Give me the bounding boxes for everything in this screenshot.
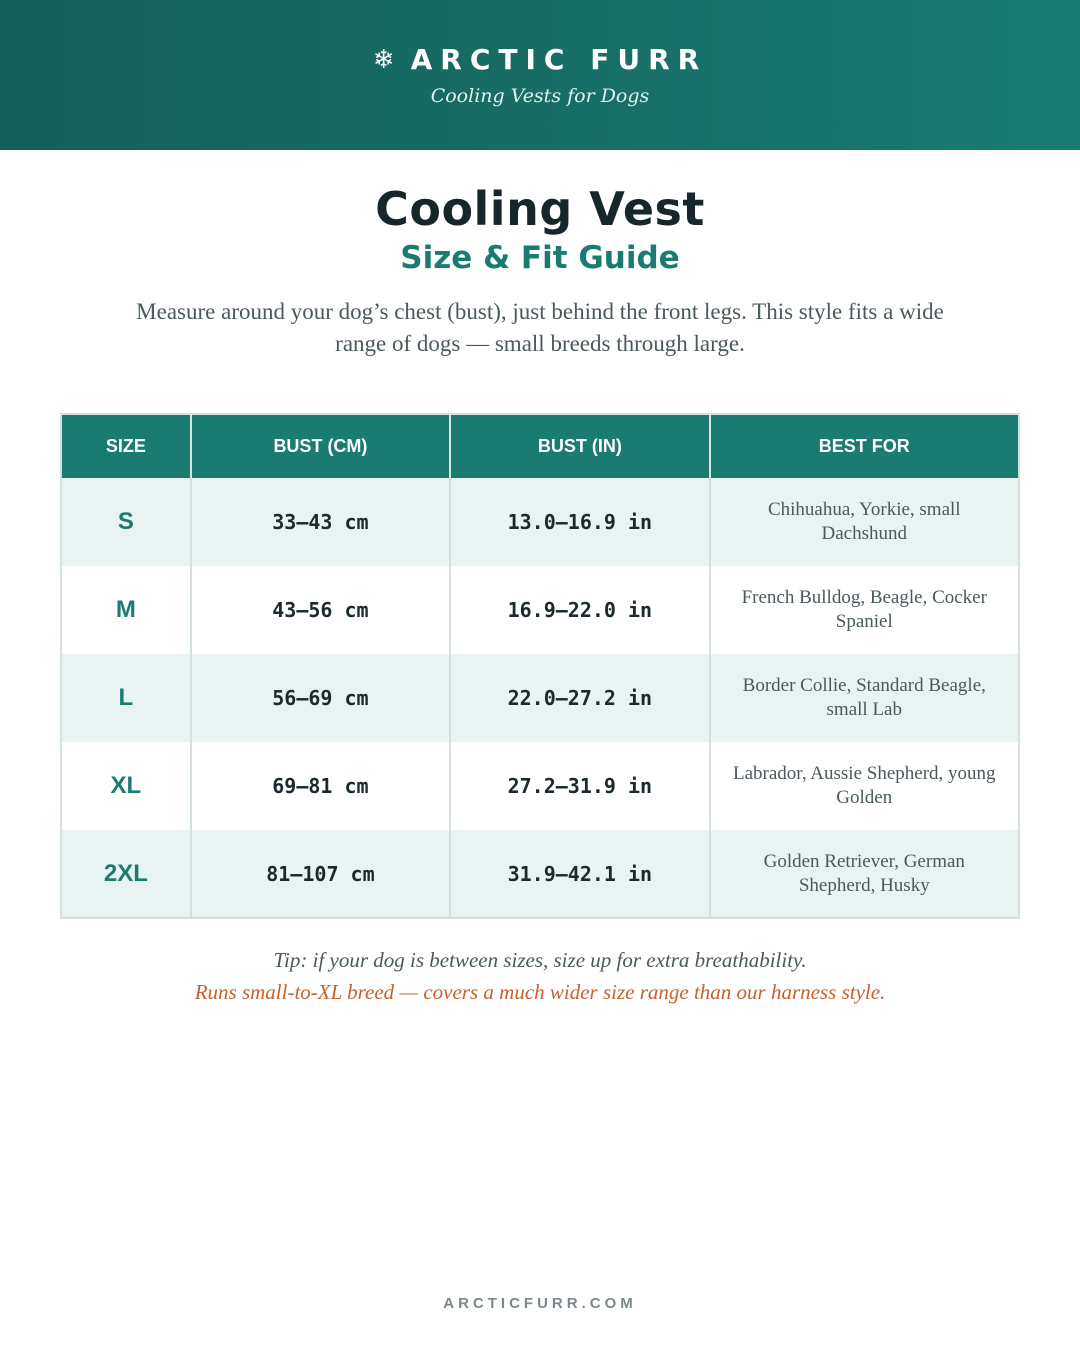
size-cell: XL: [61, 742, 191, 830]
brand-row: [0, 42, 1080, 78]
size-table: [60, 413, 1020, 919]
header-best-for: BEST FOR: [710, 414, 1019, 478]
bust-in-cell: 31.9–42.1 in: [450, 830, 709, 918]
bust-in-cell: 22.0–27.2 in: [450, 654, 709, 742]
bust-in-cell: 16.9–22.0 in: [450, 566, 709, 654]
bust-cm-cell: 56–69 cm: [191, 654, 450, 742]
header-size: SIZE: [61, 414, 191, 478]
best-for-cell: Border Collie, Standard Beagle, small Lab: [710, 654, 1019, 742]
size-cell: S: [61, 478, 191, 566]
brand-name: ARCTIC FURR: [410, 43, 708, 76]
page-title: Cooling Vest: [375, 182, 705, 236]
size-cell: 2XL: [61, 830, 191, 918]
bust-cm-cell: 69–81 cm: [191, 742, 450, 830]
table-row: [61, 478, 1019, 566]
table-row: [61, 654, 1019, 742]
best-for-cell: Golden Retriever, German Shepherd, Husky: [710, 830, 1019, 918]
header-bust-in: BUST (IN): [450, 414, 709, 478]
table-header-row: [61, 414, 1019, 478]
range-note: Runs small-to-XL breed — covers a much wider size range than our harness style.: [194, 980, 886, 1004]
bust-cm-cell: 33–43 cm: [191, 478, 450, 566]
table-row: [61, 830, 1019, 918]
bust-in-cell: 27.2–31.9 in: [450, 742, 709, 830]
brand-tagline: Cooling Vests for Dogs: [430, 85, 650, 107]
header-bust-cm: BUST (CM): [191, 414, 450, 478]
size-cell: M: [61, 566, 191, 654]
table-row: [61, 742, 1019, 830]
best-for-cell: French Bulldog, Beagle, Cocker Spaniel: [710, 566, 1019, 654]
page-subtitle: Size & Fit Guide: [400, 240, 680, 276]
bust-cm-cell: 43–56 cm: [191, 566, 450, 654]
snowflake-icon: ❄: [372, 45, 395, 75]
intro-text: Measure around your dog’s chest (bust), just behind the front legs. This style fits a wide range of dogs — small breeds through large.: [136, 299, 944, 356]
best-for-cell: Chihuahua, Yorkie, small Dachshund: [710, 478, 1019, 566]
table-row: [61, 566, 1019, 654]
sizing-tip: Tip: if your dog is between sizes, size up for extra breathability.: [273, 948, 807, 972]
best-for-cell: Labrador, Aussie Shepherd, young Golden: [710, 742, 1019, 830]
bust-cm-cell: 81–107 cm: [191, 830, 450, 918]
bust-in-cell: 13.0–16.9 in: [450, 478, 709, 566]
website-link[interactable]: ARCTICFURR.COM: [443, 1295, 637, 1312]
header-banner: [0, 0, 1080, 150]
size-cell: L: [61, 654, 191, 742]
